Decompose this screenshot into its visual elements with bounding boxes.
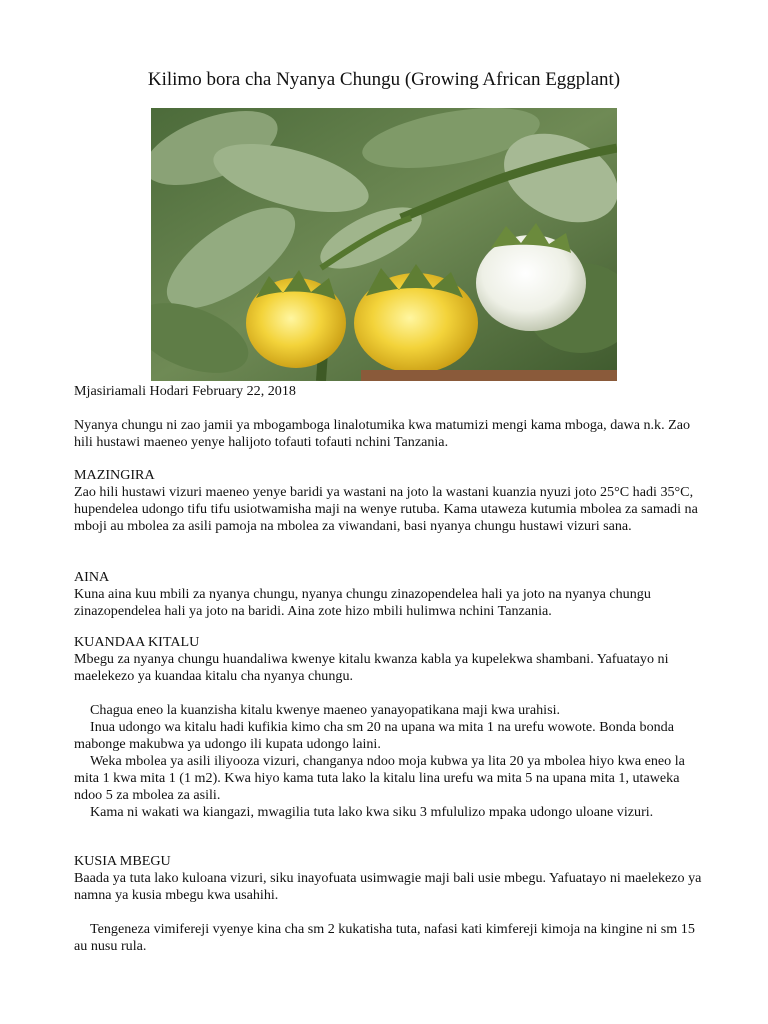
section-body: Zao hili hustawi vizuri maeneo yenye baridi ya wastani na joto la wastani kuanzia nyuzi joto 25°C hadi 35°C, hupendelea udongo tifu tifu usiotwamisha maji na wenye rutuba. Kama utaweza kutumia mbolea za samadi na mboji au mbolea za asili pamoja na mbolea za viwandani, basi nyanya chungu hustawi vizuri sana. <box>74 484 698 534</box>
list-item: Weka mbolea ya asili iliyooza vizuri, changanya ndoo moja kubwa ya lita 20 ya mbolea hiyo kwa eneo la mita 1 kwa mita 1 (1 m2). Kwa hiyo kama tuta lako la kitalu lina urefu wa mita 5 na upana mita 1, utaweka ndoo 5 za mbolea za asili. <box>74 753 685 803</box>
section-heading: AINA <box>74 569 110 585</box>
section-heading: KUSIA MBEGU <box>74 853 171 869</box>
section-kusia-mbegu <box>74 853 704 904</box>
document-title: Kilimo bora cha Nyanya Chungu (Growing African Eggplant) <box>147 69 621 90</box>
mbegu-steps <box>74 921 704 955</box>
section-aina <box>74 569 704 620</box>
list-item: Tengeneza vimifereji vyenye kina cha sm 2 kukatisha tuta, nafasi kati kimfereji kimoja na kingine ni sm 15 au nusu rula. <box>74 921 695 954</box>
section-body: Mbegu za nyanya chungu huandaliwa kwenye kitalu kwanza kabla ya kupelekwa shambani. Yafuatayo ni maelekezo ya kuandaa kitalu cha nyanya chungu. <box>74 651 669 684</box>
intro-paragraph: Nyanya chungu ni zao jamii ya mbogamboga linalotumika kwa matumizi mengi kama mboga, dawa n.k. Zao hili hustawi maeneo yenye halijoto tofauti tofauti nchini Tanzania. <box>74 417 691 450</box>
list-item: Inua udongo wa kitalu hadi kufikia kimo cha sm 20 na upana wa mita 1 na urefu wowote. Bonda bonda mabonge makubwa ya udongo ili kupata udongo laini. <box>74 719 674 752</box>
list-item: Chagua eneo la kuanzisha kitalu kwenye maeneo yanayopatikana maji kwa urahisi. <box>90 702 561 718</box>
kitalu-steps <box>74 702 704 821</box>
section-heading: KUANDAA KITALU <box>74 634 200 650</box>
eggplant-photo <box>151 108 617 381</box>
section-body: Kuna aina kuu mbili za nyanya chungu, nyanya chungu zinazopendelea hali ya joto na nyanya chungu zinazopendelea hali ya joto na baridi. Aina zote hizo mbili hulimwa nchini Tanzania. <box>74 586 651 619</box>
list-item: Kama ni wakati wa kiangazi, mwagilia tuta lako kwa siku 3 mfululizo mpaka udongo uloane vizuri. <box>90 804 654 820</box>
section-kuandaa-kitalu <box>74 634 704 685</box>
section-body: Baada ya tuta lako kuloana vizuri, siku inayofuata usimwagie maji bali usie mbegu. Yafuatayo ni maelekezo ya namna ya kusia mbegu kwa usahihi. <box>74 870 702 903</box>
byline: Mjasiriamali Hodari February 22, 2018 <box>74 383 296 399</box>
section-mazingira <box>74 467 704 535</box>
section-heading: MAZINGIRA <box>74 467 155 483</box>
